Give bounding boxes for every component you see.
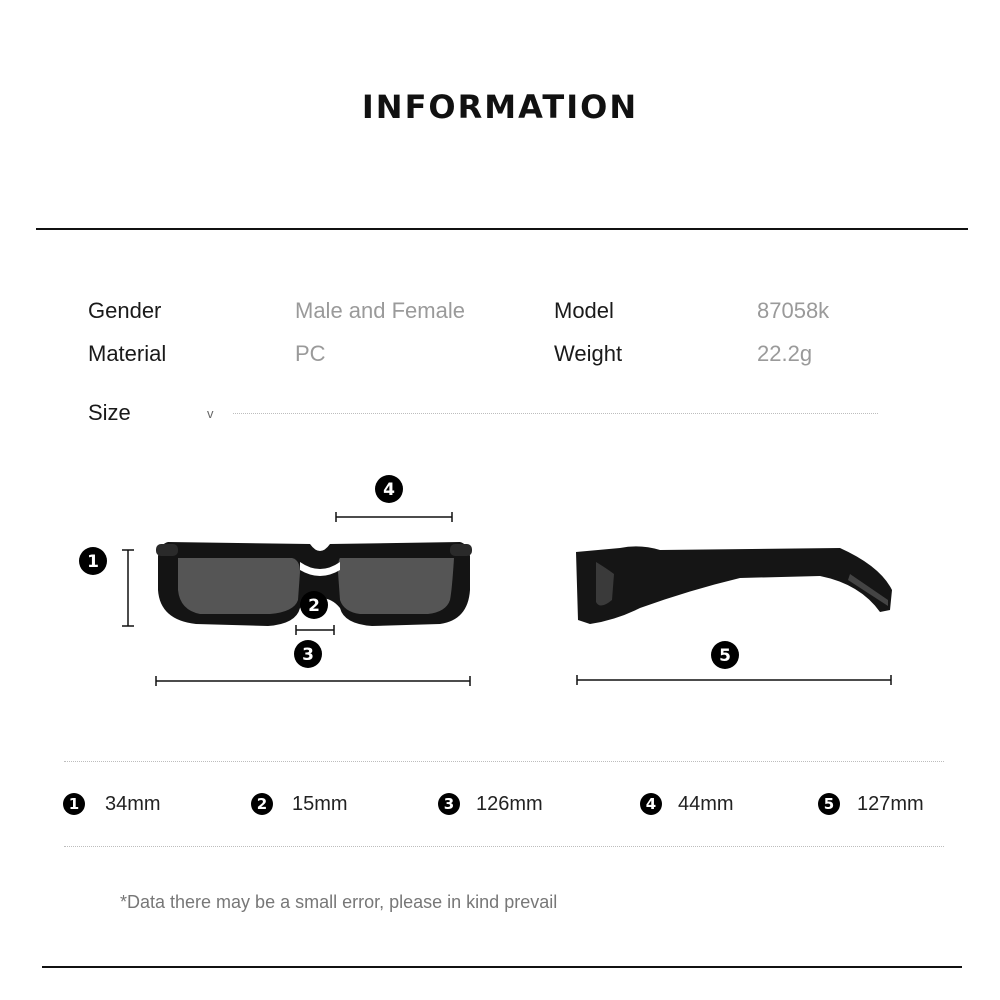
measure-bottom-divider bbox=[64, 846, 944, 847]
marker-4-text: 4 bbox=[383, 480, 395, 500]
page-title: INFORMATION bbox=[361, 88, 639, 126]
marker-5 bbox=[711, 641, 739, 669]
model-value: 87058k bbox=[757, 298, 830, 323]
model-label: Model bbox=[554, 298, 614, 323]
marker-4 bbox=[375, 475, 403, 503]
marker-3-text: 3 bbox=[302, 645, 314, 665]
measure-badge-3: 3 bbox=[438, 793, 460, 815]
measure-top-divider bbox=[64, 761, 944, 762]
weight-value: 22.2g bbox=[757, 341, 813, 366]
measure-value-5: 127mm bbox=[857, 793, 924, 815]
marker-3 bbox=[294, 640, 322, 668]
chevron-down-icon: v bbox=[207, 406, 214, 421]
marker-1-text: 1 bbox=[87, 552, 99, 572]
measure-value-4: 44mm bbox=[678, 793, 734, 815]
marker-2 bbox=[300, 591, 328, 619]
size-dotted-divider bbox=[233, 413, 878, 414]
top-divider bbox=[36, 228, 968, 230]
material-value: PC bbox=[295, 341, 326, 366]
measure-badge-4: 4 bbox=[640, 793, 662, 815]
material-label: Material bbox=[88, 341, 167, 366]
measure-badge-5: 5 bbox=[818, 793, 840, 815]
measure-value-3: 126mm bbox=[476, 793, 543, 815]
weight-label: Weight bbox=[554, 341, 623, 366]
marker-2-text: 2 bbox=[308, 596, 320, 616]
bottom-divider bbox=[42, 966, 962, 968]
measure-value-1: 34mm bbox=[105, 793, 161, 815]
marker-5-text: 5 bbox=[719, 646, 731, 666]
measure-value-2: 15mm bbox=[292, 793, 348, 815]
marker-1 bbox=[79, 547, 107, 575]
glasses-diagram bbox=[0, 460, 1000, 710]
glasses-side-view bbox=[576, 546, 892, 624]
disclaimer-note: *Data there may be a small error, please in kind prevail bbox=[120, 892, 558, 912]
gender-value: Male and Female bbox=[295, 298, 465, 323]
size-label: Size bbox=[88, 400, 131, 425]
gender-label: Gender bbox=[88, 298, 162, 323]
measure-badge-2: 2 bbox=[251, 793, 273, 815]
measure-badge-1: 1 bbox=[63, 793, 85, 815]
